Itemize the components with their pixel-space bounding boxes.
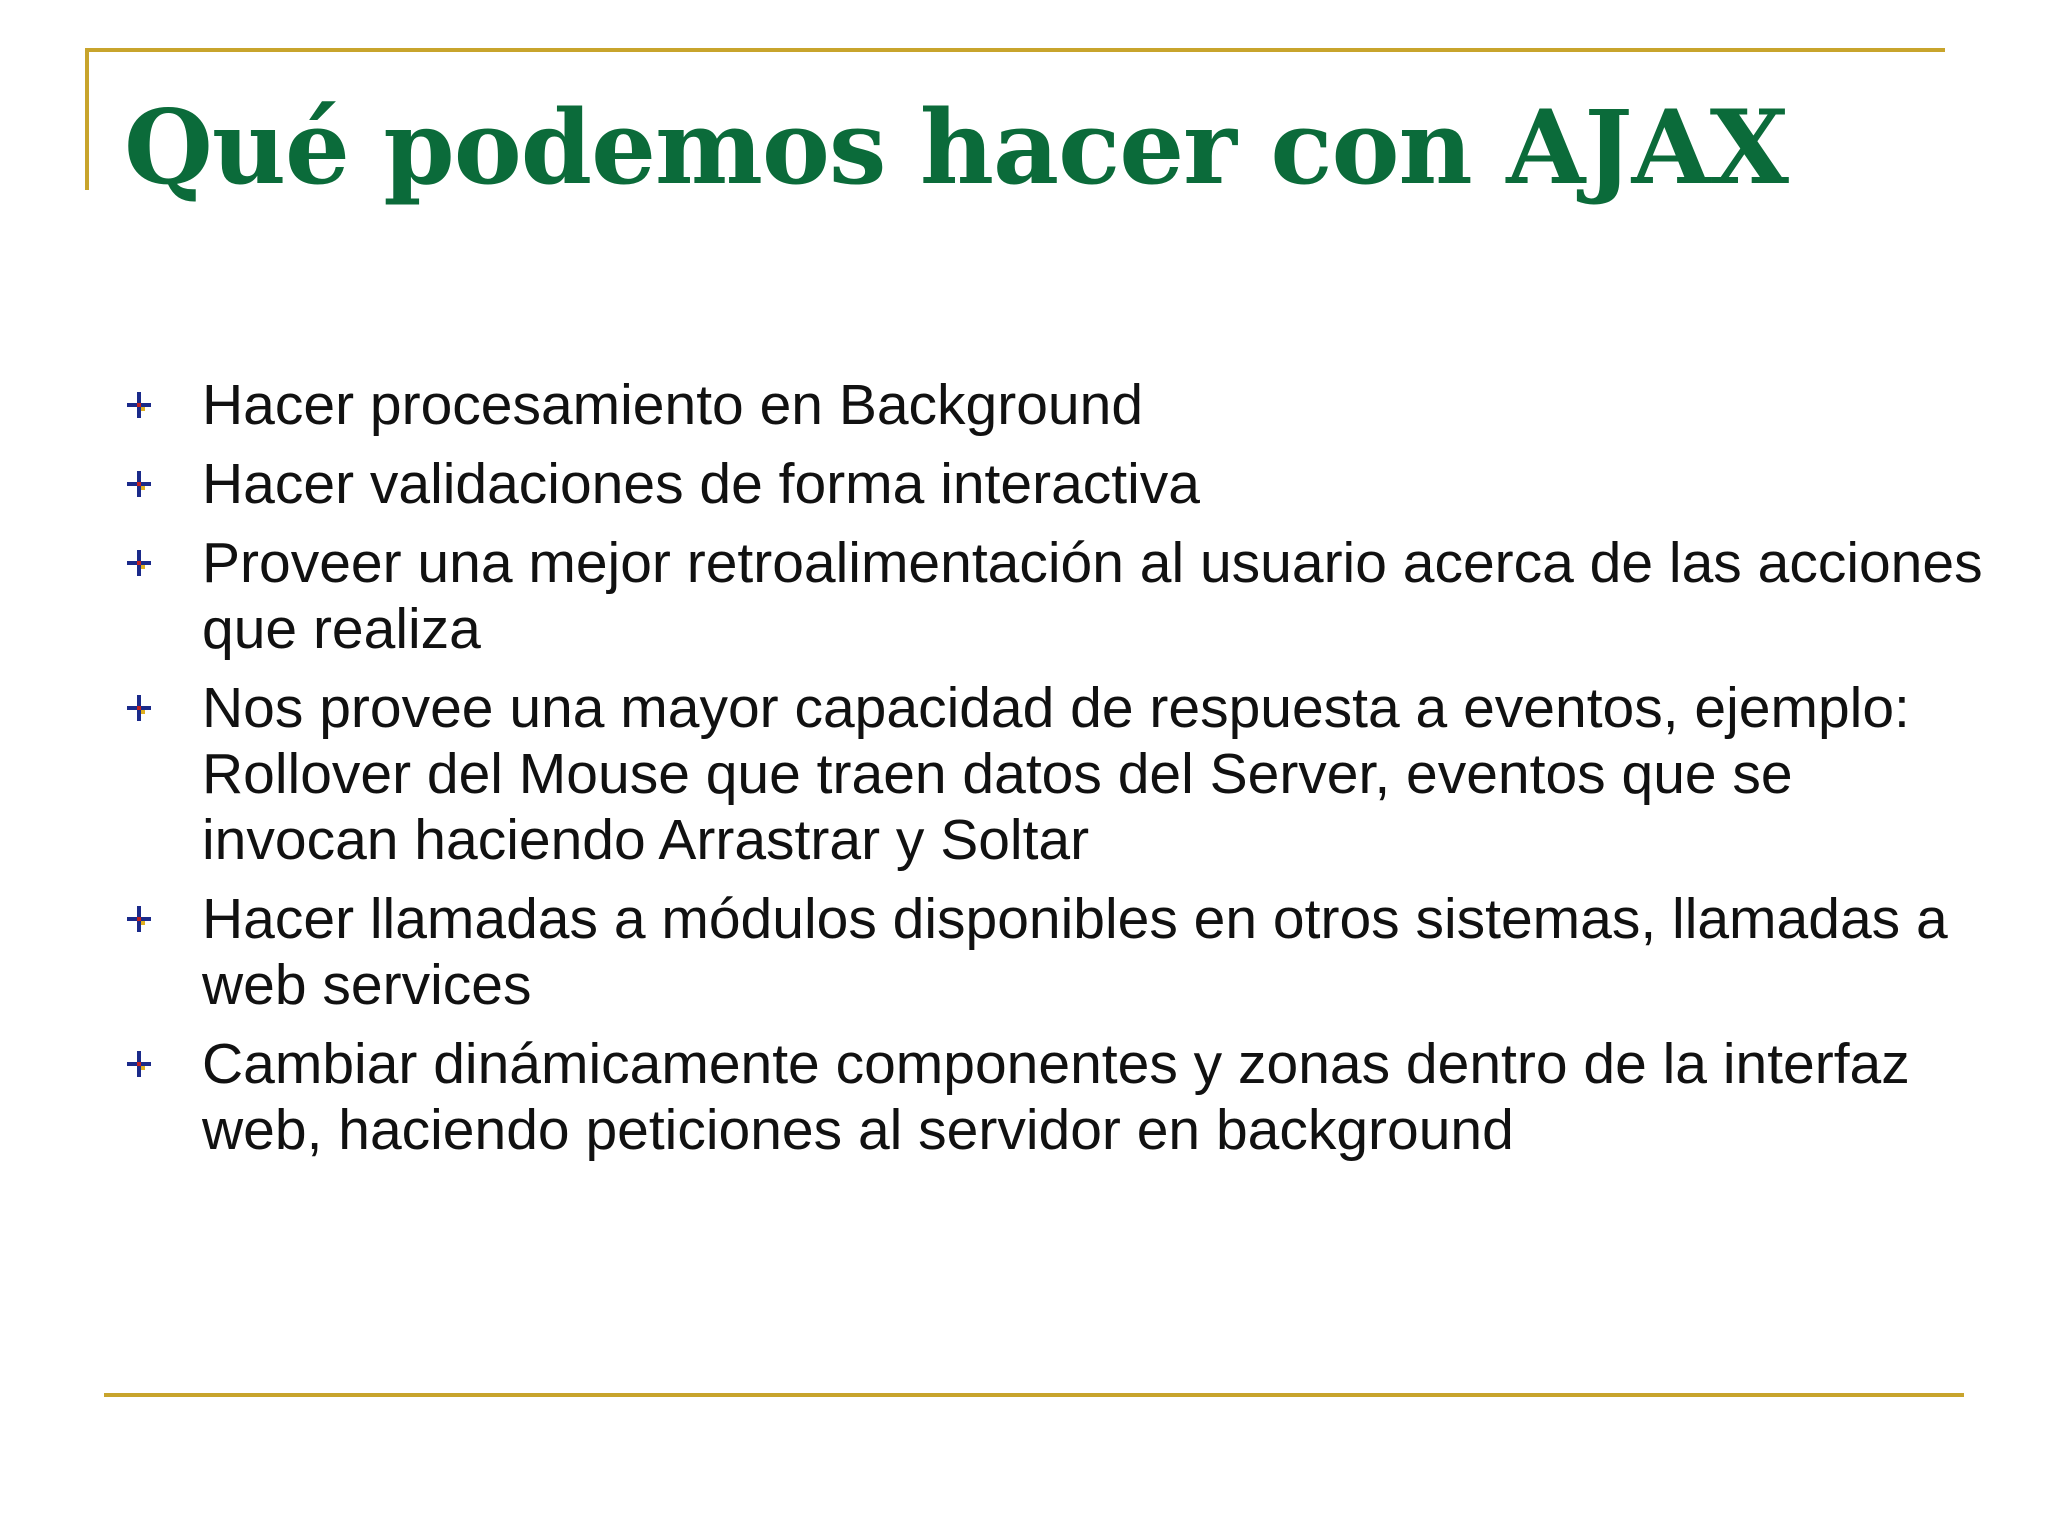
cross-bullet-icon — [124, 904, 154, 934]
bullet-item — [124, 372, 1984, 438]
bullet-list — [124, 372, 1984, 1176]
bullet-text: Proveer una mejor retroalimentación al usuario acerca de las acciones que realiza — [202, 531, 1983, 661]
cross-bullet-icon — [124, 693, 154, 723]
slide-title: Qué podemos hacer con AJAX — [124, 88, 1788, 208]
top-rule — [85, 48, 1945, 52]
bullet-item — [124, 451, 1984, 517]
bullet-text: Cambiar dinámicamente componentes y zonas dentro de la interfaz web, haciendo peticiones al servidor en background — [202, 1032, 1910, 1162]
bullet-item — [124, 1031, 1984, 1163]
bullet-text: Hacer validaciones de forma interactiva — [202, 452, 1200, 516]
bullet-item — [124, 886, 1984, 1018]
bottom-rule — [104, 1393, 1964, 1397]
bullet-text: Hacer llamadas a módulos disponibles en otros sistemas, llamadas a web services — [202, 887, 1948, 1017]
left-rule — [85, 48, 89, 190]
cross-bullet-icon — [124, 548, 154, 578]
bullet-item — [124, 675, 1984, 873]
cross-bullet-icon — [124, 469, 154, 499]
cross-bullet-icon — [124, 1049, 154, 1079]
cross-bullet-icon — [124, 390, 154, 420]
bullet-item — [124, 530, 1984, 662]
bullet-text: Nos provee una mayor capacidad de respuesta a eventos, ejemplo: Rollover del Mouse que traen datos del Server, eventos que se invocan haciendo Arrastrar y Soltar — [202, 676, 1910, 872]
bullet-text: Hacer procesamiento en Background — [202, 373, 1144, 437]
